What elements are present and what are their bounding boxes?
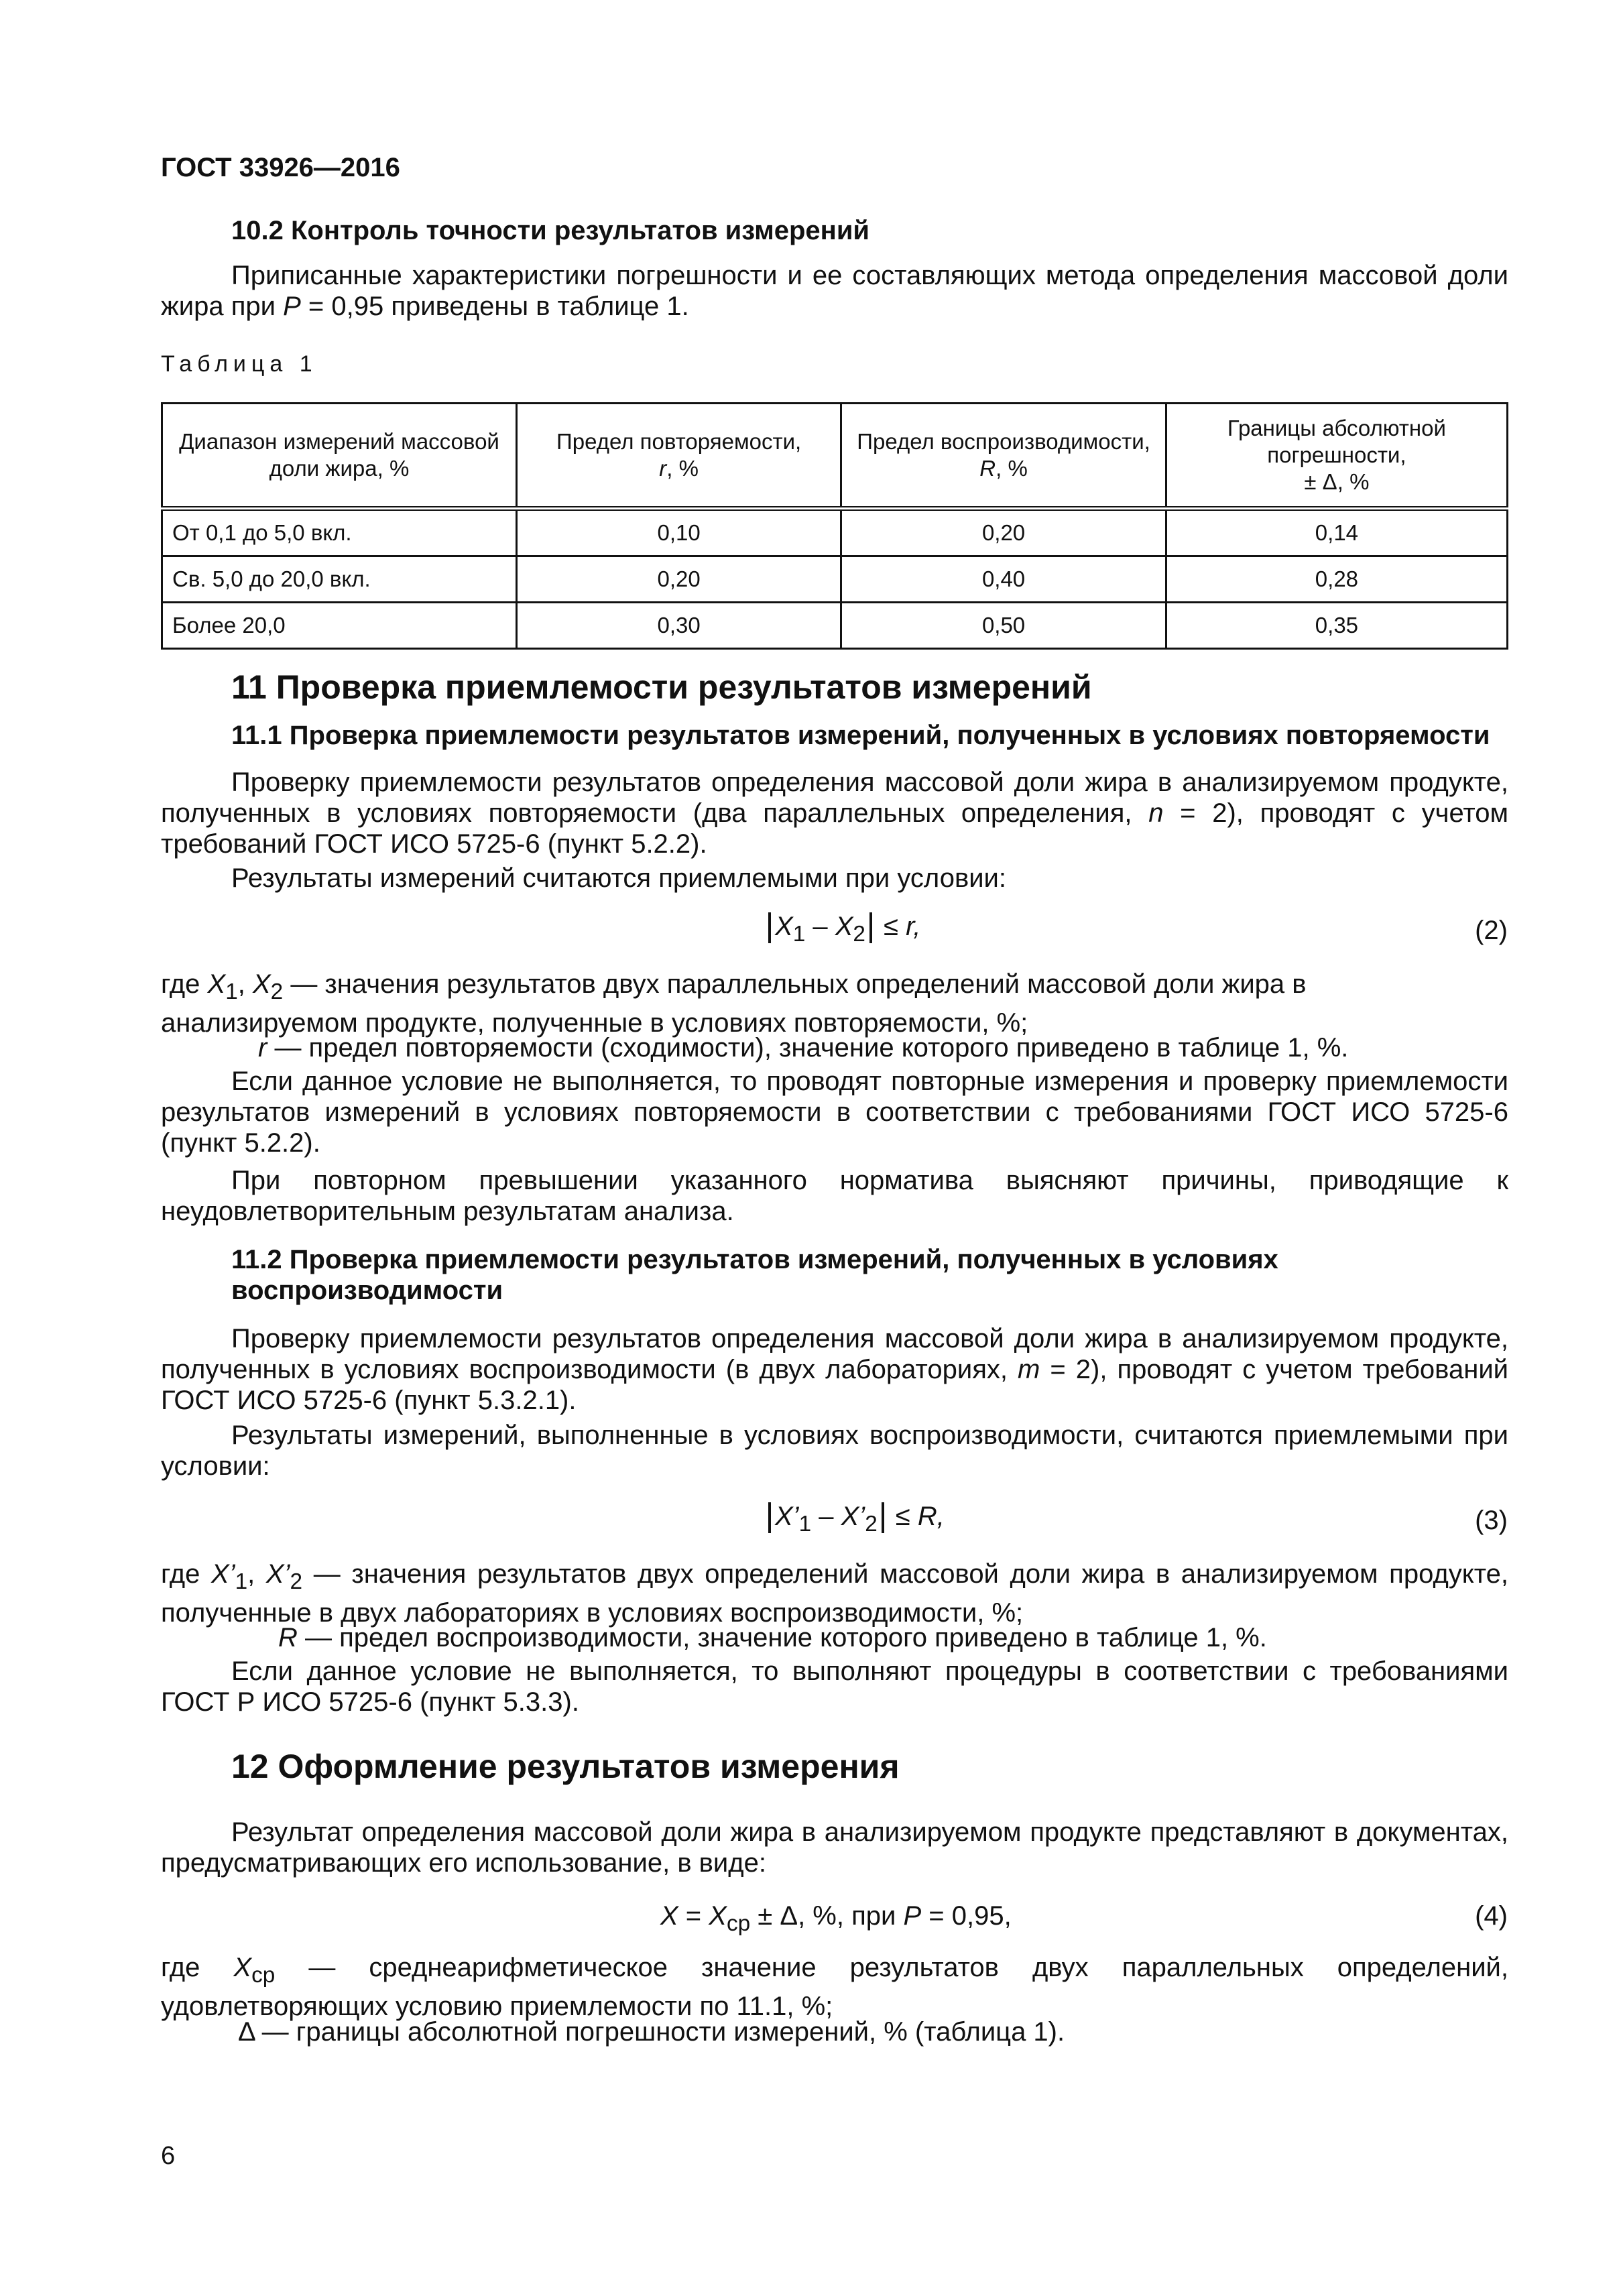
formula-4-where-delta: Δ — границы абсолютной погрешности измерений, % (таблица 1). — [238, 2017, 1065, 2047]
section-12-paragraph: Результат определения массовой доли жира в анализируемом продукте представляют в документах, предусматривающих его использование, в виде: — [161, 1817, 1508, 1878]
section-11-1-paragraph-4: При повторном превышении указанного норматива выясняют причины, приводящие к неудовлетворительным результатам анализа. — [161, 1166, 1508, 1226]
page-number: 6 — [161, 2142, 176, 2170]
cell-delta: 0,35 — [1166, 603, 1507, 649]
section-11-2-title: 11.2 Проверка приемлемости результатов измерений, полученных в условиях воспроизводимости — [231, 1245, 1278, 1305]
equation-number-2: (2) — [1475, 916, 1508, 945]
formula-4: $X = X_{ср} \pm \Delta$, %, при P = 0,95, — [660, 1901, 1012, 1936]
table-row — [162, 603, 1508, 649]
header-error-bounds: Границы абсолютной погрешности, ± Δ, % — [1166, 404, 1507, 509]
cell-R: 0,20 — [841, 509, 1166, 556]
table-row — [162, 509, 1508, 556]
cell-range: От 0,1 до 5,0 вкл. — [162, 509, 517, 556]
cell-r: 0,20 — [516, 556, 841, 603]
header-range: Диапазон измерений массовой доли жира, % — [162, 404, 517, 509]
cell-R: 0,40 — [841, 556, 1166, 603]
formula-3-where: где $X’_1$, $X’_2$ — значения результатов двух определений массовой доли жира в анализируемом продукте, полученные в двух лабораториях в условиях воспроизводимости, %; — [161, 1559, 1508, 1628]
cell-range: Св. 5,0 до 20,0 вкл. — [162, 556, 517, 603]
table-caption: Таблица 1 — [161, 351, 318, 377]
formula-3: $X’_1$ – $X’_2 \le R$, — [764, 1502, 945, 1537]
section-11-title: 11 Проверка приемлемости результатов измерений — [231, 668, 1092, 706]
equation-number-3: (3) — [1475, 1506, 1508, 1535]
cell-range: Более 20,0 — [162, 603, 517, 649]
formula-4-where: где $X_{ср}$ — среднеарифметическое значение результатов двух параллельных определений, удовлетворяющих условию приемлемости по 11.1, %; — [161, 1953, 1509, 2021]
section-11-2-paragraph-2: Результаты измерений, выполненные в условиях воспроизводимости, считаются приемлемыми при условии: — [161, 1421, 1508, 1481]
section-11-1-title: 11.1 Проверка приемлемости результатов измерений, полученных в условиях повторяемости — [231, 721, 1490, 750]
formula-2-where: где $X_1$, $X_2$ — значения результатов двух параллельных определений массовой доли жира в анализируемом продукте, полученные в условиях повторяемости, %; — [161, 969, 1307, 1038]
header-repeatability: Предел повторяемости, r, % — [516, 404, 841, 509]
section-11-2-paragraph-1: Проверку приемлемости результатов определения массовой доли жира в анализируемом продукте, полученных в условиях воспроизводимости (в двух лабораториях, m = 2), проводят с учетом требований ГОСТ ИСО 5725-6 (пункт 5.3.2.1). — [161, 1324, 1509, 1415]
cell-delta: 0,28 — [1166, 556, 1507, 603]
formula-2: $X_1 - X_2 \le r$, — [764, 912, 920, 947]
section-10-2-title: 10.2 Контроль точности результатов измерений — [231, 216, 870, 245]
header-reproducibility: Предел воспроизводимости, R, % — [841, 404, 1166, 509]
table-header-row — [162, 404, 1508, 509]
formula-3-where-R: R — предел воспроизводимости, значение которого приведено в таблице 1, %. — [278, 1623, 1267, 1652]
table-row — [162, 556, 1508, 603]
section-11-1-paragraph-1: Проверку приемлемости результатов определения массовой доли жира в анализируемом продукте, полученных в условиях повторяемости (два параллельных определения, n = 2), проводят с учетом требований ГОСТ ИСО 5725-6 (пункт 5.2.2). — [161, 768, 1508, 859]
section-12-title: 12 Оформление результатов измерения — [231, 1748, 900, 1785]
cell-r: 0,10 — [516, 509, 841, 556]
section-10-2-paragraph: Приписанные характеристики погрешности и ее составляющих метода определения массовой доли жира при P = 0,95 приведены в таблице 1. — [161, 261, 1508, 321]
cell-delta: 0,14 — [1166, 509, 1507, 556]
cell-r: 0,30 — [516, 603, 841, 649]
standard-number: ГОСТ 33926—2016 — [161, 153, 400, 182]
section-11-1-paragraph-3: Если данное условие не выполняется, то проводят повторные измерения и проверку приемлемости результатов измерений в условиях повторяемости в соответствии с требованиями ГОСТ ИСО 5725-6 (пункт 5.2.2). — [161, 1067, 1508, 1158]
formula-2-where-r: r — предел повторяемости (сходимости), значение которого приведено в таблице 1, %. — [258, 1033, 1349, 1063]
equation-number-4: (4) — [1475, 1901, 1508, 1931]
section-11-2-paragraph-3: Если данное условие не выполняется, то выполняют процедуры в соответствии с требованиями ГОСТ Р ИСО 5725-6 (пункт 5.3.3). — [161, 1656, 1508, 1717]
accuracy-table — [161, 402, 1508, 650]
cell-R: 0,50 — [841, 603, 1166, 649]
section-11-1-paragraph-2: Результаты измерений считаются приемлемыми при условии: — [231, 863, 1006, 893]
